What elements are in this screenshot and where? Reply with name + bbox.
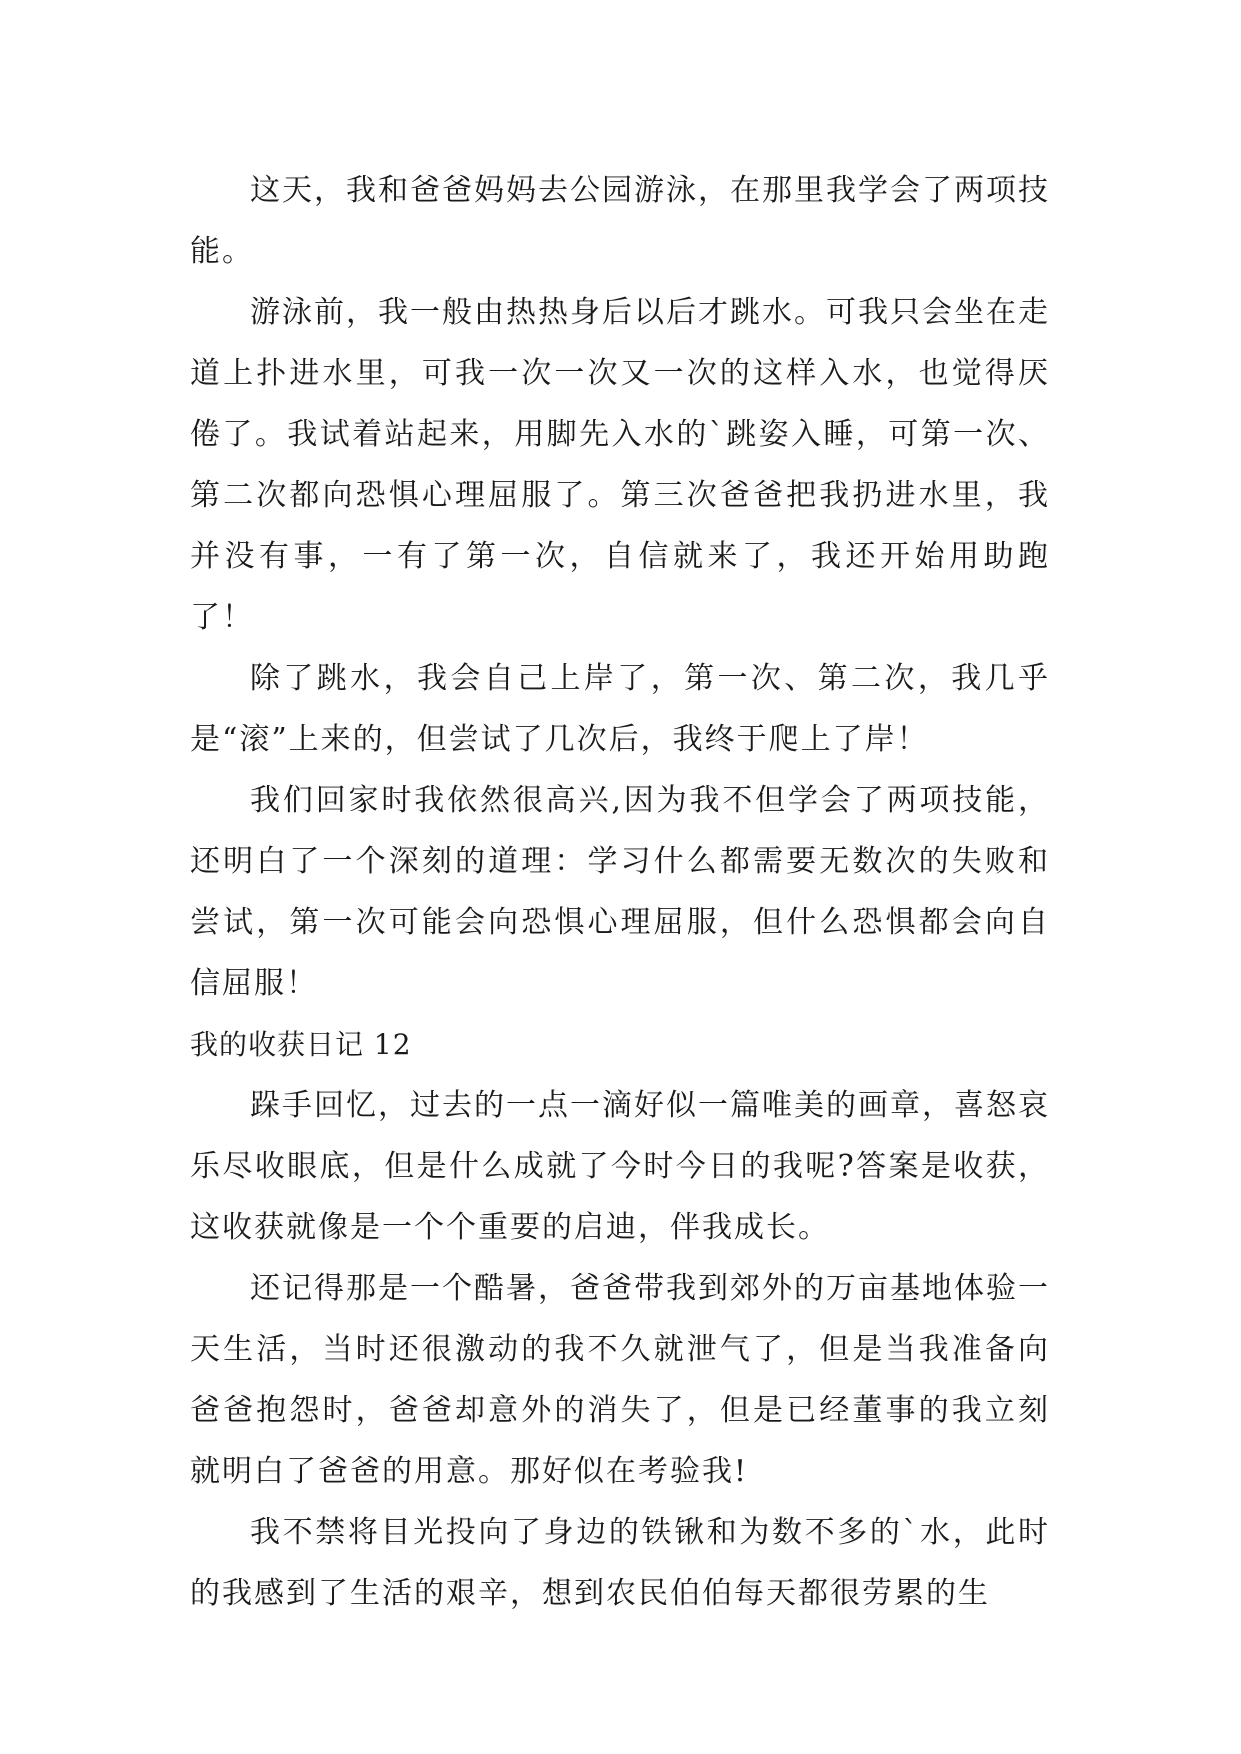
paragraph: 这天，我和爸爸妈妈去公园游泳，在那里我学会了两项技能。 bbox=[190, 173, 1050, 269]
paragraph: 除了跳水，我会自己上岸了，第一次、第二次，我几乎是“滚”上来的，但尝试了几次后，我终于爬上了岸！ bbox=[190, 661, 1050, 757]
paragraph: 我们回家时我依然很高兴,因为我不但学会了两项技能，还明白了一个深刻的道理：学习什么都需要无数次的失败和尝试，第一次可能会向恐惧心理屈服，但什么恐惧都会向自信屈服！ bbox=[190, 783, 1050, 1001]
document-body bbox=[190, 160, 1050, 1624]
section-heading: 我的收获日记 12 bbox=[190, 1028, 412, 1061]
paragraph: 跺手回忆，过去的一点一滴好似一篇唯美的画章，喜怒哀乐尽收眼底，但是什么成就了今时今日的我呢?答案是收获，这收获就像是一个个重要的启迪，伴我成长。 bbox=[190, 1088, 1050, 1245]
paragraph: 还记得那是一个酷暑，爸爸带我到郊外的万亩基地体验一天生活，当时还很激动的我不久就泄气了，但是当我准备向爸爸抱怨时，爸爸却意外的消失了，但是已经董事的我立刻就明白了爸爸的用意。那好似在考验我! bbox=[190, 1271, 1050, 1489]
paragraph: 我不禁将目光投向了身边的铁锹和为数不多的`水，此时的我感到了生活的艰辛，想到农民伯伯每天都很劳累的生 bbox=[190, 1515, 1050, 1611]
paragraph: 游泳前，我一般由热热身后以后才跳水。可我只会坐在走道上扑进水里，可我一次一次又一次的这样入水，也觉得厌倦了。我试着站起来，用脚先入水的`跳姿入睡，可第一次、第二次都向恐惧心理屈服了。第三次爸爸把我扔进水里，我并没有事，一有了第一次，自信就来了，我还开始用助跑了！ bbox=[190, 295, 1050, 635]
